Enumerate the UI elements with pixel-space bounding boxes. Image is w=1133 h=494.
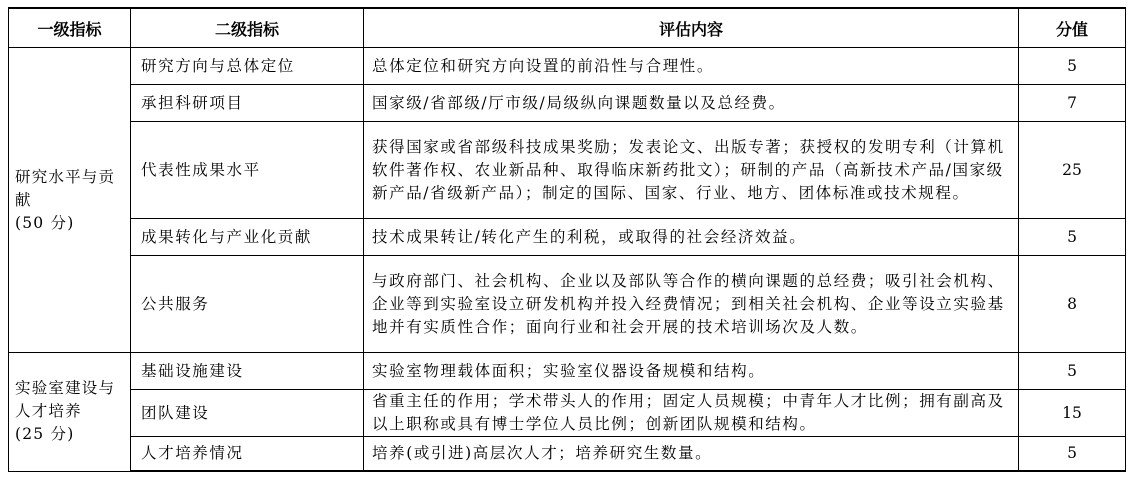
content-cell: 实验室物理载体面积；实验室仪器设备规模和结构。 — [364, 353, 1019, 390]
group-cell-research — [9, 48, 131, 353]
content-cell: 获得国家或省部级科技成果奖励；发表论文、出版专著；获授权的发明专利（计算机软件著作权、农业新品种、取得临床新药批文）；研制的产品（高新技术产品/国家级新产品/省级新产品）；制定的国际、国家、行业、地方、团体标准或技术规程。 — [364, 122, 1019, 219]
header-score: 分值 — [1019, 8, 1126, 48]
table-row — [9, 48, 1126, 85]
table-row — [9, 122, 1126, 219]
indicator-cell: 人才培养情况 — [131, 437, 364, 472]
content-cell: 与政府部门、社会机构、企业以及部队等合作的横向课题的总经费；吸引社会机构、企业等到实验室设立研发机构并投入经费情况；到相关社会机构、企业等设立实验基地并有实质性合作；面向行业和社会开展的技术培训场次及人数。 — [364, 256, 1019, 353]
table-row — [9, 390, 1126, 437]
score-cell: 25 — [1019, 122, 1126, 219]
group-points: (50 分) — [15, 213, 75, 232]
header-level1: 一级指标 — [9, 8, 131, 48]
table-row — [9, 256, 1126, 353]
indicator-cell: 承担科研项目 — [131, 85, 364, 122]
score-cell: 5 — [1019, 353, 1126, 390]
indicator-cell: 基础设施建设 — [131, 353, 364, 390]
content-cell: 国家级/省部级/厅市级/局级纵向课题数量以及总经费。 — [364, 85, 1019, 122]
group-name: 实验室建设与人才培养 — [15, 379, 116, 421]
table-row — [9, 437, 1126, 472]
table-row — [9, 353, 1126, 390]
score-cell: 5 — [1019, 48, 1126, 85]
content-cell: 省重主任的作用；学术带头人的作用；固定人员规模；中青年人才比例；拥有副高及以上职称或具有博士学位人员比例；创新团队规模和结构。 — [364, 390, 1019, 437]
indicator-cell: 代表性成果水平 — [131, 122, 364, 219]
evaluation-table — [8, 7, 1126, 472]
score-cell: 7 — [1019, 85, 1126, 122]
header-level2: 二级指标 — [131, 8, 364, 48]
indicator-cell: 成果转化与产业化贡献 — [131, 219, 364, 256]
indicator-cell: 团队建设 — [131, 390, 364, 437]
group-cell-lab — [9, 353, 131, 472]
score-cell: 5 — [1019, 219, 1126, 256]
group-name: 研究水平与贡献 — [15, 167, 116, 209]
score-cell: 5 — [1019, 437, 1126, 472]
indicator-cell: 研究方向与总体定位 — [131, 48, 364, 85]
header-row — [9, 8, 1126, 48]
header-content: 评估内容 — [364, 8, 1019, 48]
group-points: (25 分) — [15, 425, 75, 444]
indicator-cell: 公共服务 — [131, 256, 364, 353]
content-cell: 培养(或引进)高层次人才；培养研究生数量。 — [364, 437, 1019, 472]
content-cell: 总体定位和研究方向设置的前沿性与合理性。 — [364, 48, 1019, 85]
score-cell: 15 — [1019, 390, 1126, 437]
table-row — [9, 219, 1126, 256]
content-cell: 技术成果转让/转化产生的利税，或取得的社会经济效益。 — [364, 219, 1019, 256]
score-cell: 8 — [1019, 256, 1126, 353]
table-row — [9, 85, 1126, 122]
